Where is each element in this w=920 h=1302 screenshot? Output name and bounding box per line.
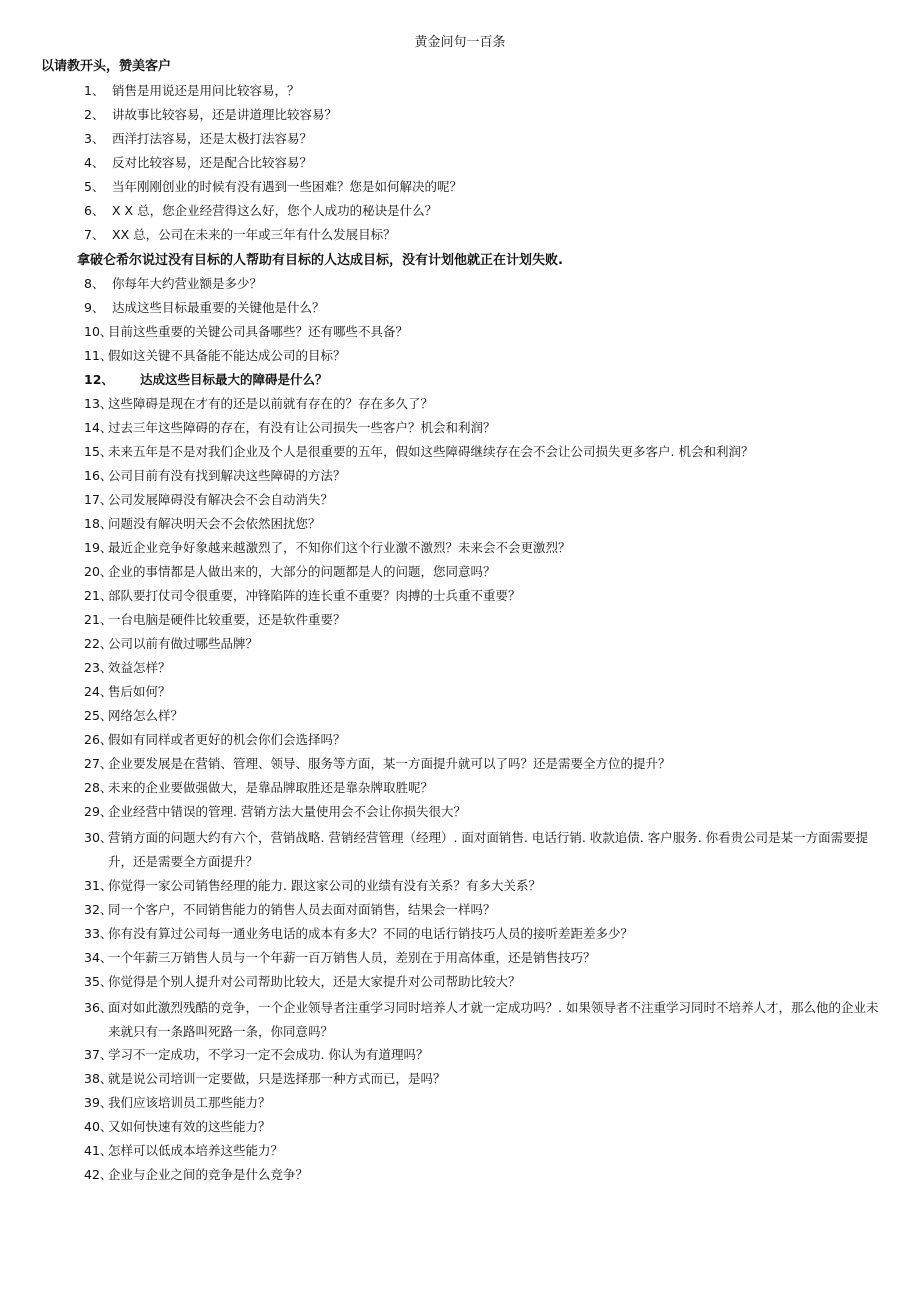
question-number: 5、 [84, 179, 105, 194]
question-text: 面对如此激烈残酷的竞争，一个企业领导者注重学习同时培养人才就一定成功吗？. 如果领导者不注重学习同时不培养人才，那么他的企业未来就只有一条路叫死路一条，你同意吗？ [108, 1000, 879, 1039]
question-text: 假如这关键不具备能不能达成公司的目标？ [108, 348, 346, 363]
question-number: 8、 [84, 276, 105, 291]
question-number: 19、 [84, 540, 113, 555]
question-text: 未来的企业要做强做大，是靠品牌取胜还是靠杂牌取胜呢？ [108, 780, 434, 795]
question-text: 就是说公司培训一定要做，只是选择那一种方式而已，是吗？ [108, 1071, 446, 1086]
question-number: 15、 [84, 444, 113, 459]
question-text: 你每年大约营业额是多少？ [112, 276, 263, 291]
question-number: 11、 [84, 348, 113, 363]
question-text: 售后如何？ [108, 684, 171, 699]
question-number: 3、 [84, 131, 105, 146]
question-text: 企业要发展是在营销、管理、领导、服务等方面，某一方面提升就可以了吗？还是需要全方位的提升？ [108, 756, 671, 771]
question-number: 28、 [84, 780, 113, 795]
question-text: 反对比较容易，还是配合比较容易？ [112, 155, 313, 170]
question-text: 学习不一定成功，不学习一定不会成功. 你认为有道理吗？ [108, 1047, 429, 1062]
question-text: 当年刚刚创业的时候有没有遇到一些困难？您是如何解决的呢？ [112, 179, 463, 194]
question-text: 我们应该培训员工那些能力？ [108, 1095, 271, 1110]
question-text: 你觉得是个别人提升对公司帮助比较大，还是大家提升对公司帮助比较大？ [108, 974, 521, 989]
question-number: 13、 [84, 396, 113, 411]
question-number: 29、 [84, 804, 113, 819]
question-text: 公司发展障碍没有解决会不会自动消失？ [108, 492, 334, 507]
question-number: 10、 [84, 324, 113, 339]
question-text: 企业经营中错误的管理. 营销方法大量使用会不会让你损失很大？ [108, 804, 466, 819]
question-text: 企业与企业之间的竞争是什么竞争？ [108, 1167, 309, 1182]
question-text: 最近企业竞争好象越来越激烈了，不知你们这个行业激不激烈？未来会不会更激烈？ [108, 540, 571, 555]
question-text: 网络怎么样？ [108, 708, 184, 723]
question-number: 4、 [84, 155, 105, 170]
question-text: 公司以前有做过哪些品牌？ [108, 636, 259, 651]
question-text: 又如何快速有效的这些能力？ [108, 1119, 271, 1134]
question-number: 40、 [84, 1119, 113, 1134]
question-text: 达成这些目标最大的障碍是什么？ [140, 372, 328, 387]
question-number: 35、 [84, 974, 113, 989]
question-number: 17、 [84, 492, 113, 507]
question-text: 部队要打仗司令很重要，冲锋陷阵的连长重不重要？肉搏的士兵重不重要？ [108, 588, 521, 603]
question-number: 22、 [84, 636, 113, 651]
section-heading: 以请教开头，赞美客户 [41, 59, 172, 74]
question-text: 效益怎样？ [108, 660, 171, 675]
question-number: 33、 [84, 926, 113, 941]
question-number: 18、 [84, 516, 113, 531]
question-text: 过去三年这些障碍的存在，有没有让公司损失一些客户？机会和利润？ [108, 420, 496, 435]
question-number: 37、 [84, 1047, 113, 1062]
question-number: 21、 [84, 612, 113, 627]
question-number: 39、 [84, 1095, 113, 1110]
question-text: 目前这些重要的关键公司具备哪些？还有哪些不具备？ [108, 324, 409, 339]
question-number: 1、 [84, 83, 105, 98]
question-number: 6、 [84, 203, 105, 218]
question-text: 你有没有算过公司每一通业务电话的成本有多大？不同的电话行销技巧人员的接听差距差多少？ [108, 926, 634, 941]
question-text: 一个年薪三万销售人员与一个年薪一百万销售人员，差别在于用高体重，还是销售技巧？ [108, 950, 596, 965]
question-number: 21、 [84, 588, 113, 603]
question-number: 26、 [84, 732, 113, 747]
question-number: 38、 [84, 1071, 113, 1086]
question-text: 销售是用说还是用问比较容易，？ [112, 83, 300, 98]
question-text: 公司目前有没有找到解决这些障碍的方法？ [108, 468, 346, 483]
question-number: 9、 [84, 300, 105, 315]
page-title: 黄金问句一百条 [414, 35, 506, 50]
question-number: 2、 [84, 107, 105, 122]
question-text: 这些障碍是现在才有的还是以前就有存在的？存在多久了？ [108, 396, 434, 411]
question-text: 问题没有解决明天会不会依然困扰您？ [108, 516, 321, 531]
question-text: 假如有同样或者更好的机会你们会选择吗？ [108, 732, 346, 747]
section-heading: 拿破仑希尔说过没有目标的人帮助有目标的人达成目标，没有计划他就正在计划失败. [77, 253, 563, 268]
question-text: 西洋打法容易，还是太极打法容易？ [112, 131, 313, 146]
question-text: 营销方面的问题大约有六个，营销战略. 营销经营管理（经理）. 面对面销售. 电话行销. 收款追债. 客户服务. 你看贵公司是某一方面需要提升，还是需要全方面提升？ [108, 830, 869, 869]
question-text: 怎样可以低成本培养这些能力？ [108, 1143, 284, 1158]
question-text: 一台电脑是硬件比较重要，还是软件重要？ [108, 612, 346, 627]
question-text: 企业的事情都是人做出来的，大部分的问题都是人的问题，您同意吗？ [108, 564, 496, 579]
question-number: 16、 [84, 468, 113, 483]
question-number: 12、 [84, 372, 114, 387]
question-number: 41、 [84, 1143, 113, 1158]
question-number: 14、 [84, 420, 113, 435]
question-number: 20、 [84, 564, 113, 579]
question-number: 7、 [84, 227, 105, 242]
question-number: 32、 [84, 902, 113, 917]
question-number: 25、 [84, 708, 113, 723]
question-text: 达成这些目标最重要的关键他是什么？ [112, 300, 325, 315]
question-number: 27、 [84, 756, 113, 771]
question-number: 30、 [84, 830, 113, 845]
question-text: 同一个客户，不同销售能力的销售人员去面对面销售，结果会一样吗？ [108, 902, 496, 917]
question-text: 讲故事比较容易，还是讲道理比较容易？ [112, 107, 338, 122]
question-number: 36、 [84, 1000, 113, 1015]
question-number: 34、 [84, 950, 113, 965]
question-number: 31、 [84, 878, 113, 893]
question-number: 24、 [84, 684, 113, 699]
question-text: 未来五年是不是对我们企业及个人是很重要的五年，假如这些障碍继续存在会不会让公司损失更多客户. 机会和利润？ [108, 444, 754, 459]
question-text: X X 总，您企业经营得这么好，您个人成功的秘诀是什么？ [112, 203, 438, 218]
question-text: XX 总，公司在未来的一年或三年有什么发展目标？ [112, 227, 396, 242]
question-number: 23、 [84, 660, 113, 675]
question-number: 42、 [84, 1167, 113, 1182]
question-text: 你觉得一家公司销售经理的能力. 跟这家公司的业绩有没有关系？有多大关系？ [108, 878, 541, 893]
